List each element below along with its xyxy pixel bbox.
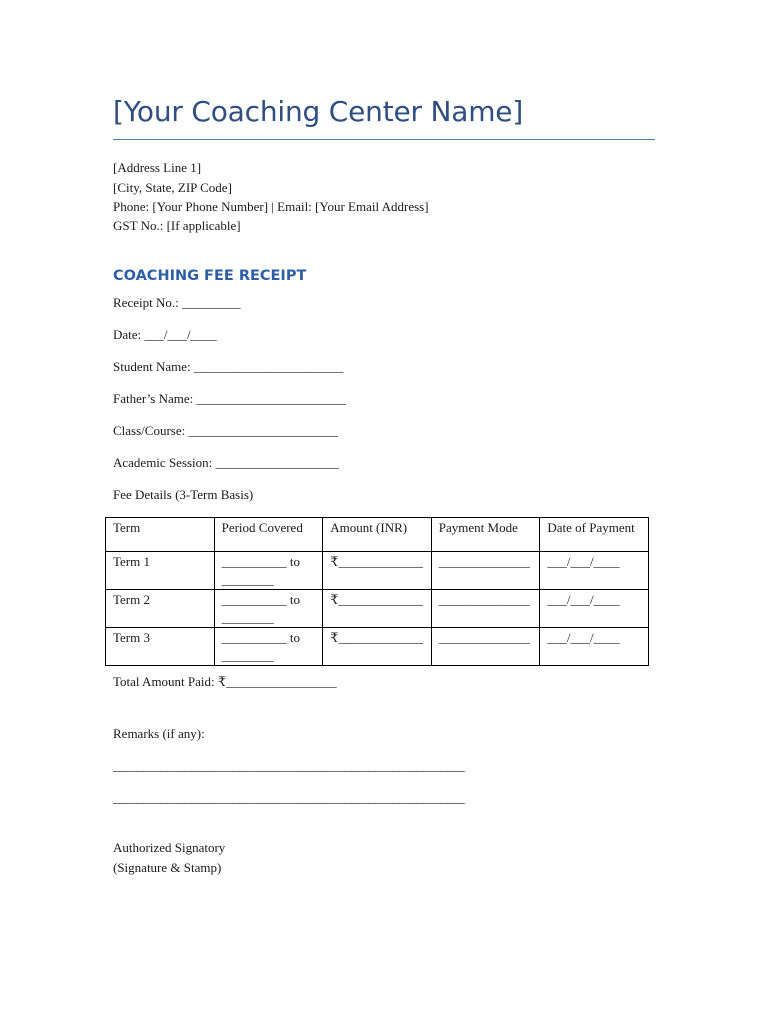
total-amount-field: Total Amount Paid: ₹_________________ [113, 674, 337, 689]
title-divider [113, 139, 655, 140]
header-date-of-payment: Date of Payment [540, 518, 649, 552]
fee-details-label: Fee Details (3-Term Basis) [113, 487, 254, 502]
header-period-covered: Period Covered [214, 518, 323, 552]
contact-line: Phone: [Your Phone Number] | Email: [Your Email Address] [113, 199, 429, 214]
class-course-field: Class/Course: _______________________ [113, 423, 338, 438]
table-row [106, 590, 649, 628]
term-cell: Term 1 [106, 552, 215, 590]
address-line-1: [Address Line 1] [113, 160, 202, 175]
remarks-line: ___________________________________________________________ [113, 790, 465, 805]
term-cell: Term 2 [106, 590, 215, 628]
header-payment-mode: Payment Mode [431, 518, 540, 552]
fee-table [105, 517, 649, 666]
amount-cell: ₹_____________ [323, 628, 432, 666]
signature-stamp-note: (Signature & Stamp) [113, 860, 222, 875]
student-name-field: Student Name: _______________________ [113, 359, 344, 374]
receipt-heading: COACHING FEE RECEIPT [113, 268, 307, 284]
remarks-line: ___________________________________________________________ [113, 758, 465, 773]
address-line-2: [City, State, ZIP Code] [113, 180, 232, 195]
academic-session-field: Academic Session: ___________________ [113, 455, 340, 470]
header-amount: Amount (INR) [323, 518, 432, 552]
receipt-number-field: Receipt No.: _________ [113, 295, 241, 310]
payment-date-cell: ___/___/____ [540, 552, 649, 590]
payment-mode-cell: ______________ [431, 628, 540, 666]
payment-mode-cell: ______________ [431, 590, 540, 628]
payment-date-cell: ___/___/____ [540, 590, 649, 628]
payment-mode-cell: ______________ [431, 552, 540, 590]
father-name-field: Father’s Name: _______________________ [113, 391, 347, 406]
table-row [106, 552, 649, 590]
amount-cell: ₹_____________ [323, 590, 432, 628]
date-field: Date: ___/___/____ [113, 327, 217, 342]
remarks-label: Remarks (if any): [113, 726, 205, 741]
term-cell: Term 3 [106, 628, 215, 666]
header-term: Term [106, 518, 215, 552]
authorized-signatory-label: Authorized Signatory [113, 840, 226, 855]
period-cell: __________ to ________ [214, 552, 323, 590]
period-cell: __________ to ________ [214, 628, 323, 666]
gst-line: GST No.: [If applicable] [113, 218, 241, 233]
table-header-row [106, 518, 649, 552]
table-row [106, 628, 649, 666]
amount-cell: ₹_____________ [323, 552, 432, 590]
period-cell: __________ to ________ [214, 590, 323, 628]
payment-date-cell: ___/___/____ [540, 628, 649, 666]
document-title: [Your Coaching Center Name] [113, 95, 524, 128]
